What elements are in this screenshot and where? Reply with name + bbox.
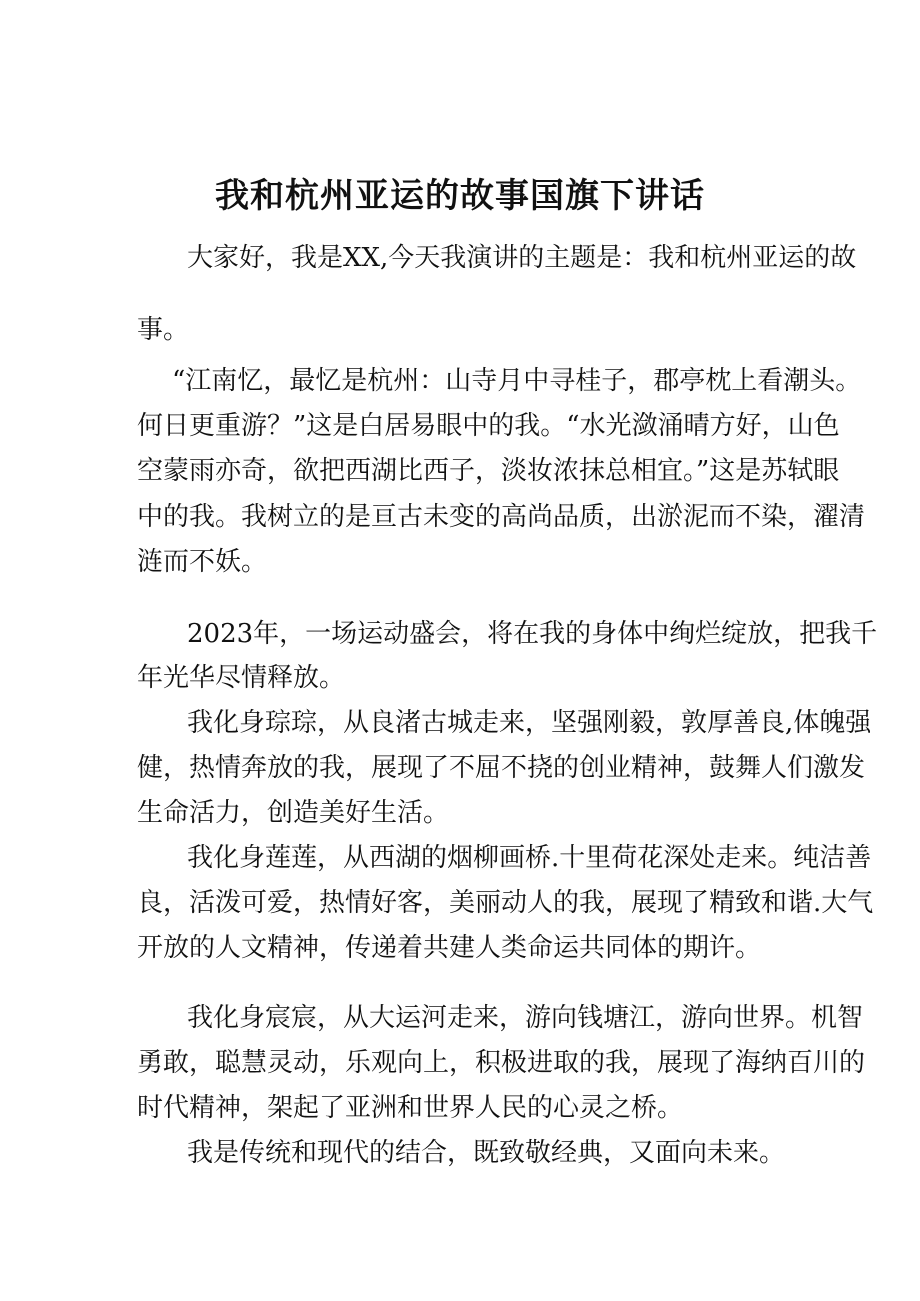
paragraph-line: 生命活力，创造美好生活。 (137, 798, 450, 828)
paragraph-line: 年光华尽情释放。 (137, 663, 346, 693)
paragraph-line: 健，热情奔放的我，展现了不屈不挠的创业精神，鼓舞人们激发 (137, 753, 866, 783)
paragraph-line: 我化身莲莲，从西湖的烟柳画桥.十里荷花深处走来。纯洁善 (187, 843, 872, 873)
paragraph-line: 我是传统和现代的结合，既致敬经典，又面向未来。 (187, 1138, 786, 1168)
paragraph-line: 我化身琮琮，从良渚古城走来，坚强刚毅，敦厚善良,体魄强 (187, 708, 872, 738)
paragraph-line: 良，活泼可爱，热情好客，美丽动人的我，展现了精致和谐.大气 (137, 888, 874, 918)
paragraph-line: 中的我。我树立的是亘古未变的高尚品质，出淤泥而不染，濯清 (137, 502, 866, 532)
paragraph-line: 2023年，一场运动盛会，将在我的身体中绚烂绽放，把我千 (187, 619, 878, 649)
document-title: 我和杭州亚运的故事国旗下讲话 (215, 176, 705, 216)
paragraph-line: 时代精神，架起了亚洲和世界人民的心灵之桥。 (137, 1093, 684, 1123)
paragraph-line: 我化身宸宸，从大运河走来，游向钱塘江，游向世界。机智 (187, 1003, 864, 1033)
paragraph-line: “江南忆，最忆是杭州：山寺月中寻桂子，郡亭枕上看潮头。 (172, 366, 862, 396)
paragraph-line: 勇敢，聪慧灵动，乐观向上，积极进取的我，展现了海纳百川的 (137, 1048, 866, 1078)
paragraph-line: 开放的人文精神，传递着共建人类命运共同体的期许。 (137, 933, 762, 963)
paragraph-line: 何日更重游？”这是白居易眼中的我。“水光潋涌晴方好，山色 (137, 411, 840, 441)
paragraph-line: 大家好，我是XX,今天我演讲的主题是：我和杭州亚运的故 (187, 243, 857, 273)
paragraph-line: 空蒙雨亦奇，欲把西湖比西子，淡妆浓抹总相宜。”这是苏轼眼 (137, 456, 840, 486)
paragraph-line: 事。 (137, 315, 190, 345)
paragraph-line: 涟而不妖。 (137, 547, 268, 577)
